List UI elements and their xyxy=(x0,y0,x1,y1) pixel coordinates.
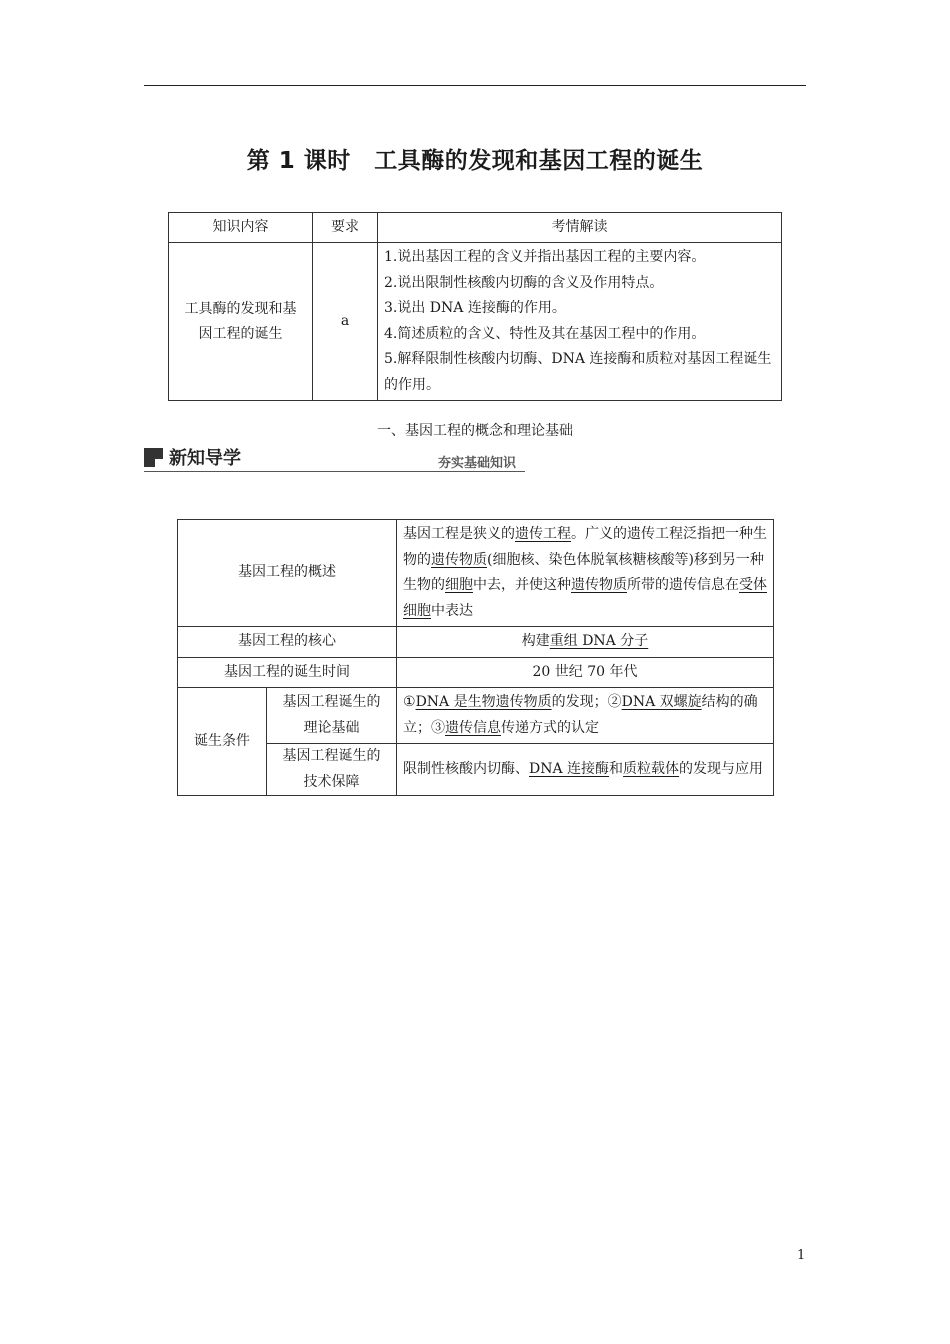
page-number: 1 xyxy=(797,1248,806,1263)
requirement-level: a xyxy=(313,243,378,401)
header-interpretation: 考情解读 xyxy=(378,213,782,243)
list-item: 4.简述质粒的含义、特性及其在基因工程中的作用。 xyxy=(384,325,706,342)
table-row xyxy=(178,657,774,688)
concept-table xyxy=(177,519,774,796)
interpretation-list xyxy=(378,243,782,401)
answer-blank: 遗传信息 xyxy=(445,719,501,736)
table-row xyxy=(178,744,774,796)
requirements-table xyxy=(168,212,782,401)
list-item: 1.说出基因工程的含义并指出基因工程的主要内容。 xyxy=(384,249,706,265)
section-banner xyxy=(144,444,525,474)
table-row xyxy=(169,243,782,401)
answer-blank: 遗传物质 xyxy=(571,577,627,593)
technical-text: 限制性核酸内切酶、DNA 连接酶和质粒载体的发现与应用 xyxy=(397,744,774,796)
banner-square-icon xyxy=(144,448,163,467)
answer-blank: 遗传工程 xyxy=(515,526,571,542)
answer-blank: 质粒载体 xyxy=(623,760,680,777)
list-item: 5.解释限制性核酸内切酶、DNA 连接酶和质粒对基因工程诞生的作用。 xyxy=(384,351,772,393)
birth-time-value: 20 世纪 70 年代 xyxy=(397,657,774,688)
table-row xyxy=(178,688,774,744)
theory-text: ①DNA 是生物遗传物质的发现；②DNA 双螺旋结构的确立；③遗传信息传递方式的认定 xyxy=(397,688,774,744)
table-row xyxy=(178,627,774,658)
table-row xyxy=(178,520,774,627)
section-heading: 一、基因工程的概念和理论基础 xyxy=(377,423,573,439)
table-header-row xyxy=(169,213,782,243)
answer-blank: 受体细胞 xyxy=(403,577,767,619)
theory-label: 基因工程诞生的理论基础 xyxy=(267,688,397,744)
header-rule xyxy=(144,85,806,86)
overview-text: 基因工程是狭义的遗传工程。广义的遗传工程泛指把一种生物的遗传物质(细胞核、染色体脱氧核糖核酸等)移到另一种生物的细胞中去，并使这种遗传物质所带的遗传信息在受体细胞中表达 xyxy=(397,520,774,627)
lesson-title: 第 1 课时 工具酶的发现和基因工程的诞生 xyxy=(246,148,704,174)
header-level: 要求 xyxy=(313,213,378,243)
header-content: 知识内容 xyxy=(169,213,313,243)
technical-label: 基因工程诞生的技术保障 xyxy=(267,744,397,796)
knowledge-content: 工具酶的发现和基因工程的诞生 xyxy=(169,243,313,401)
birth-time-label: 基因工程的诞生时间 xyxy=(178,657,397,688)
list-item: 3.说出 DNA 连接酶的作用。 xyxy=(384,300,566,316)
answer-blank: 重组 DNA 分子 xyxy=(549,633,649,649)
core-label: 基因工程的核心 xyxy=(178,627,397,658)
answer-blank: DNA 双螺旋 xyxy=(621,694,702,710)
banner-title: 新知导学 xyxy=(169,448,241,469)
answer-blank: 遗传物质 xyxy=(431,551,487,568)
overview-label: 基因工程的概述 xyxy=(178,520,397,627)
banner-underline xyxy=(144,471,525,472)
list-item: 2.说出限制性核酸内切酶的含义及作用特点。 xyxy=(384,274,664,291)
answer-blank: DNA 是生物遗传物质 xyxy=(415,694,552,710)
answer-blank: DNA 连接酶 xyxy=(529,760,610,777)
answer-blank: 细胞 xyxy=(445,577,473,593)
core-text: 构建重组 DNA 分子 xyxy=(397,627,774,658)
conditions-label: 诞生条件 xyxy=(178,688,267,796)
banner-subtitle: 夯实基础知识 xyxy=(438,456,517,471)
